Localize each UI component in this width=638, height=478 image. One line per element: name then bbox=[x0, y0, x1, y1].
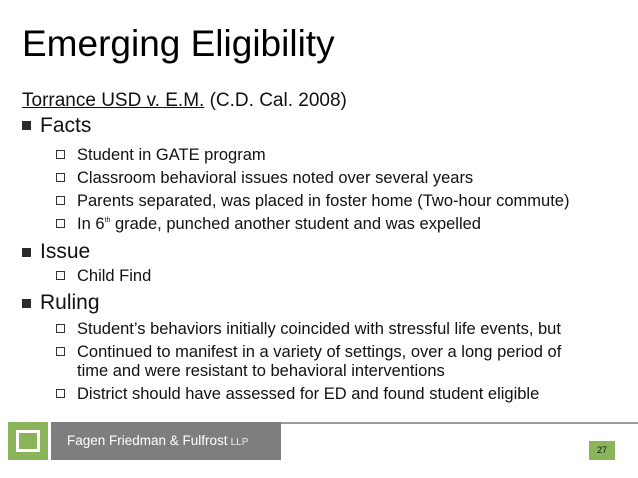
issue-item-1: Child Find bbox=[77, 267, 152, 285]
case-reference bbox=[22, 90, 347, 112]
page-number-badge bbox=[589, 441, 615, 460]
hollow-square-bullet-icon bbox=[56, 150, 65, 159]
hollow-square-bullet-icon bbox=[56, 271, 65, 280]
facts-item-1: Student in GATE program bbox=[77, 146, 266, 164]
hollow-square-bullet-icon bbox=[56, 219, 65, 228]
section-heading-facts: Facts bbox=[40, 114, 92, 137]
firm-name: Fagen Friedman & Fulfrost LLP bbox=[67, 433, 249, 448]
ruling-item-2-line-1: Continued to manifest in a variety of settings, over a long period of bbox=[77, 343, 562, 361]
ruling-item-2-line-2: time and were resistant to behavioral interventions bbox=[77, 362, 445, 380]
case-name: Torrance USD v. E.M. bbox=[22, 90, 205, 111]
ruling-item-3: District should have assessed for ED and found student eligible bbox=[77, 385, 540, 403]
case-citation: (C.D. Cal. 2008) bbox=[209, 90, 347, 111]
page-number: 27 bbox=[596, 445, 607, 455]
square-bullet-icon bbox=[22, 121, 31, 130]
square-bullet-icon bbox=[22, 248, 31, 257]
footer-rule bbox=[281, 422, 638, 424]
facts-item-3: Parents separated, was placed in foster home (Two-hour commute) bbox=[77, 192, 570, 210]
hollow-square-bullet-icon bbox=[56, 347, 65, 356]
section-heading-issue: Issue bbox=[40, 240, 91, 263]
hollow-square-bullet-icon bbox=[56, 173, 65, 182]
slide-title: Emerging Eligibility bbox=[22, 23, 335, 64]
ruling-item-1: Student’s behaviors initially coincided with stressful life events, but bbox=[77, 320, 561, 338]
firm-logo-icon bbox=[8, 422, 48, 460]
hollow-square-bullet-icon bbox=[56, 389, 65, 398]
square-bullet-icon bbox=[22, 299, 31, 308]
section-heading-ruling: Ruling bbox=[40, 291, 100, 314]
facts-item-4: In 6th grade, punched another student and was expelled bbox=[77, 215, 481, 233]
facts-item-2: Classroom behavioral issues noted over several years bbox=[77, 169, 474, 187]
hollow-square-bullet-icon bbox=[56, 196, 65, 205]
hollow-square-bullet-icon bbox=[56, 324, 65, 333]
footer-firm-bar bbox=[51, 422, 281, 460]
